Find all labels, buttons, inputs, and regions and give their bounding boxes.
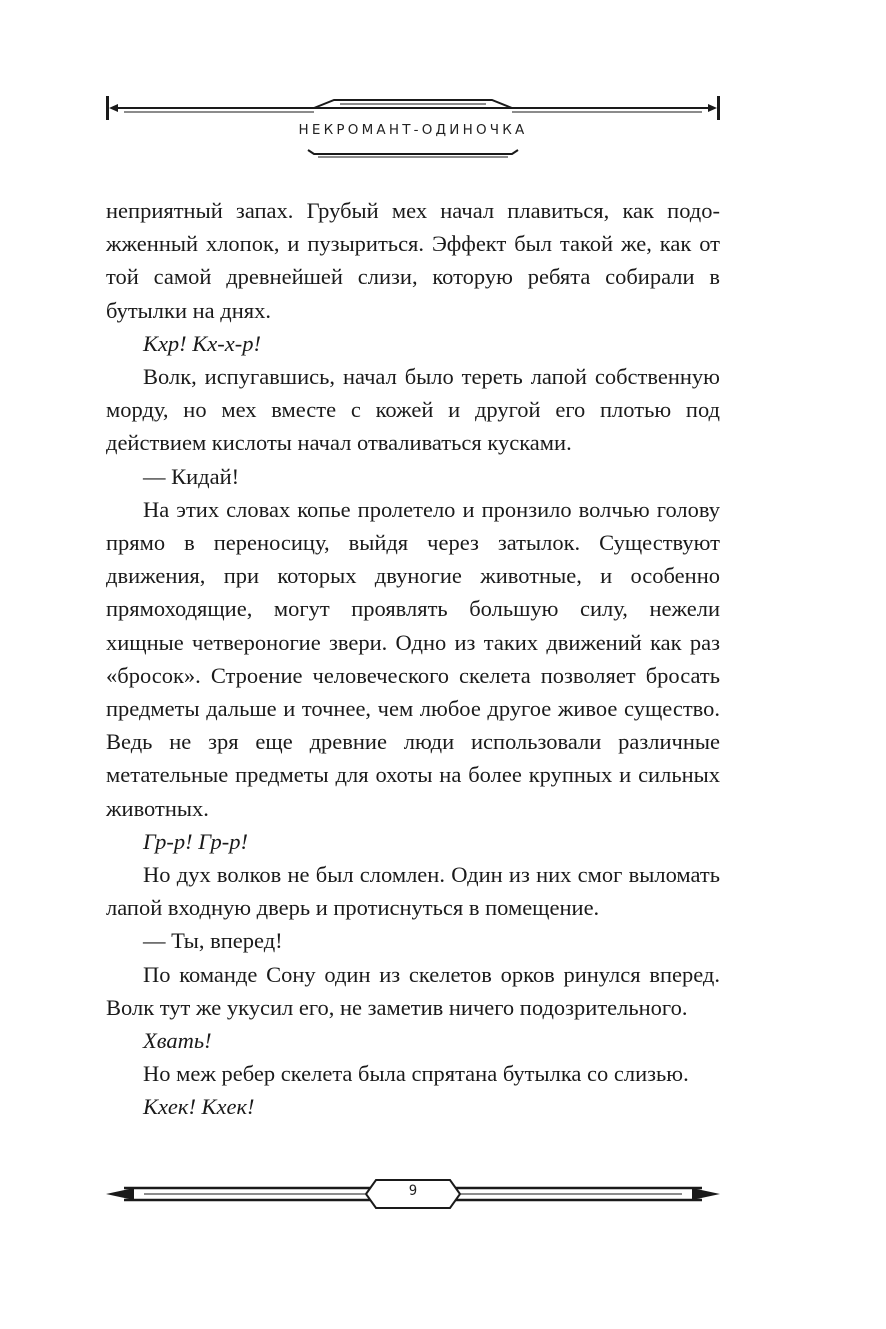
- paragraph-3: Волк, испугавшись, начал было тереть лапой собственную морду, но мех вместе с кожей и другой его плотью под действием кислоты начал отваливаться кусками.: [106, 364, 720, 456]
- paragraph-2: Кхр! Кх-х-р!: [143, 330, 261, 356]
- paragraph-10: Хвать!: [143, 1028, 212, 1054]
- running-title: НЕКРОМАНТ-ОДИНОЧКА: [298, 122, 528, 138]
- paragraph-7: Но дух волков не был сломлен. Один из них смог выломать лапой входную дверь и протиснуться в помещение.: [106, 862, 720, 921]
- paragraph-8: — Ты, вперед!: [143, 928, 283, 954]
- paragraph-9: По команде Сону один из скелетов орков ринулся вперед. Волк тут же укусил его, не заметив ничего подозрительного.: [106, 961, 720, 1020]
- paragraph-11: Но меж ребер скелета была спрятана бутылка со слизью.: [143, 1061, 689, 1087]
- paragraph-12: Кхек! Кхек!: [143, 1094, 255, 1120]
- page-body: [106, 194, 720, 1124]
- page-number: 9: [408, 1183, 418, 1199]
- paragraph-4: — Кидай!: [143, 463, 240, 489]
- paragraph-5: На этих словах копье пролетело и пронзило волчью голову прямо в переносицу, выйдя через затылок. Существуют движения, при которых двуногие животные, и особенно прямоходящие, могут проявлять большую силу, нежели хищные четвероногие звери. Одно из таких движений как раз «бросок». Строение человеческого скелета позволяет бросать предметы дальше и точнее, чем любое другое живое существо. Ведь не зря еще древние люди использовали различные метательные предметы для охоты на более крупных и сильных животных.: [106, 496, 720, 821]
- paragraph-6: Гр-р! Гр-р!: [143, 828, 248, 854]
- paragraph-1: неприятный запах. Грубый мех начал плавиться, как подожженный хлопок, и пузыриться. Эффект был такой же, как от той самой древнейшей слизи, которую ребята собирали в бутылки на днях.: [106, 198, 720, 323]
